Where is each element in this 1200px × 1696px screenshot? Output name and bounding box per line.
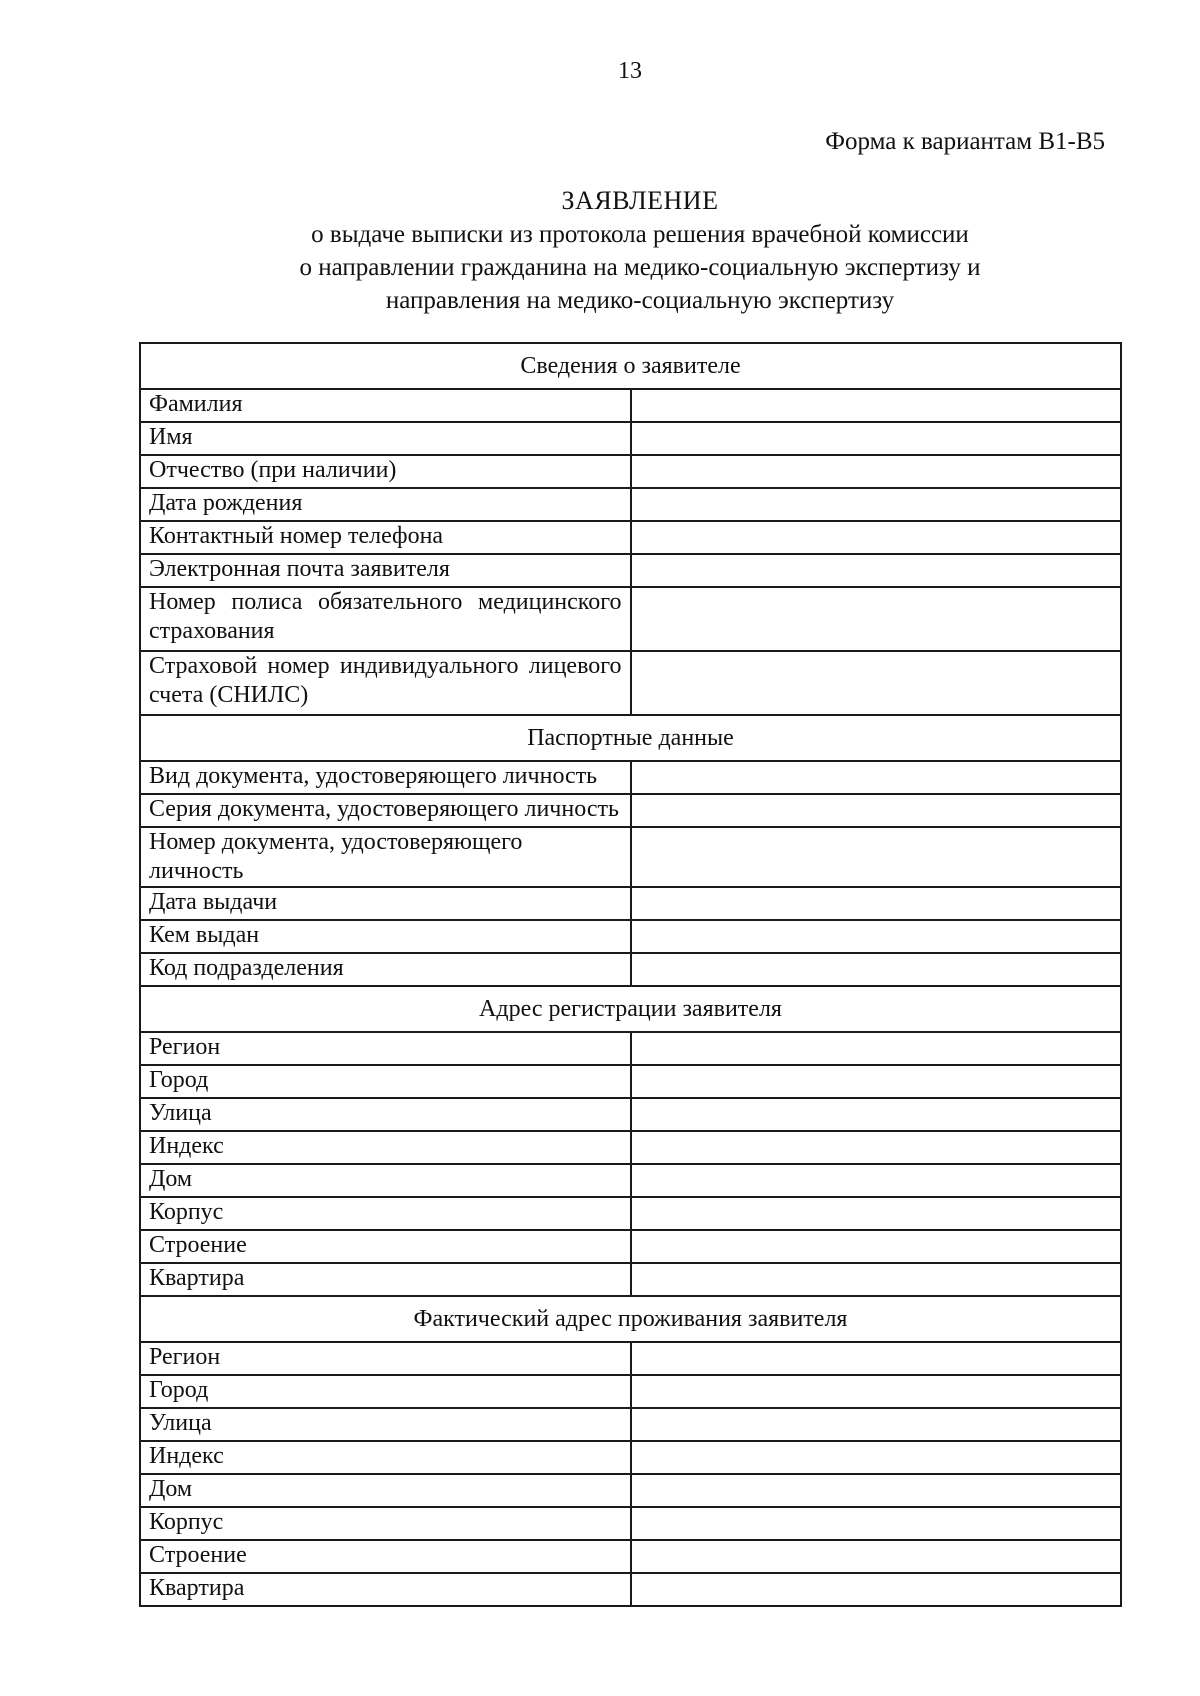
form-field-row bbox=[140, 794, 1121, 827]
field-value-cell[interactable] bbox=[631, 1164, 1122, 1197]
subtitle-line: о направлении гражданина на медико-социальную экспертизу и bbox=[299, 254, 981, 281]
field-value-cell[interactable] bbox=[631, 1573, 1122, 1606]
section-title: Сведения о заявителе bbox=[140, 343, 1121, 389]
section-title: Фактический адрес проживания заявителя bbox=[140, 1296, 1121, 1342]
section-header-row bbox=[140, 986, 1121, 1032]
section-title: Паспортные данные bbox=[140, 715, 1121, 761]
field-value-cell[interactable] bbox=[631, 1197, 1122, 1230]
field-label: Серия документа, удостоверяющего личность bbox=[140, 794, 631, 827]
field-value-cell[interactable] bbox=[631, 488, 1122, 521]
form-field-row bbox=[140, 1441, 1121, 1474]
form-field-row bbox=[140, 554, 1121, 587]
form-field-row bbox=[140, 1032, 1121, 1065]
form-field-row bbox=[140, 1375, 1121, 1408]
form-field-row bbox=[140, 1540, 1121, 1573]
document-heading bbox=[140, 184, 1140, 317]
section-header-row bbox=[140, 343, 1121, 389]
field-value-cell[interactable] bbox=[631, 1131, 1122, 1164]
form-field-row bbox=[140, 1065, 1121, 1098]
field-label: Город bbox=[140, 1065, 631, 1098]
field-label: Корпус bbox=[140, 1507, 631, 1540]
field-label: Индекс bbox=[140, 1441, 631, 1474]
field-value-cell[interactable] bbox=[631, 1032, 1122, 1065]
field-label: Дата выдачи bbox=[140, 887, 631, 920]
field-label: Строение bbox=[140, 1540, 631, 1573]
application-form-table bbox=[139, 342, 1122, 1607]
form-field-row bbox=[140, 1197, 1121, 1230]
form-field-row bbox=[140, 1131, 1121, 1164]
section-title: Адрес регистрации заявителя bbox=[140, 986, 1121, 1032]
field-value-cell[interactable] bbox=[631, 651, 1122, 715]
field-label: Регион bbox=[140, 1032, 631, 1065]
field-value-cell[interactable] bbox=[631, 587, 1122, 651]
form-field-row bbox=[140, 587, 1121, 651]
field-label: Номер полиса обязательного медицинского страхования bbox=[140, 587, 631, 651]
field-label: Номер документа, удостоверяющего личность bbox=[140, 827, 631, 887]
field-value-cell[interactable] bbox=[631, 389, 1122, 422]
form-field-row bbox=[140, 1342, 1121, 1375]
field-value-cell[interactable] bbox=[631, 521, 1122, 554]
field-value-cell[interactable] bbox=[631, 554, 1122, 587]
subtitle-line: направления на медико-социальную экспертизу bbox=[385, 287, 895, 314]
field-value-cell[interactable] bbox=[631, 1375, 1122, 1408]
section-header-row bbox=[140, 1296, 1121, 1342]
form-field-row bbox=[140, 1573, 1121, 1606]
field-label: Строение bbox=[140, 1230, 631, 1263]
form-field-row bbox=[140, 1474, 1121, 1507]
field-label: Квартира bbox=[140, 1573, 631, 1606]
field-label: Электронная почта заявителя bbox=[140, 554, 631, 587]
form-field-row bbox=[140, 887, 1121, 920]
field-value-cell[interactable] bbox=[631, 1263, 1122, 1296]
form-table-body bbox=[140, 343, 1121, 1606]
form-field-row bbox=[140, 1164, 1121, 1197]
form-field-row bbox=[140, 1098, 1121, 1131]
form-field-row bbox=[140, 521, 1121, 554]
form-field-row bbox=[140, 1230, 1121, 1263]
field-label: Имя bbox=[140, 422, 631, 455]
form-field-row bbox=[140, 827, 1121, 887]
section-header-row bbox=[140, 715, 1121, 761]
field-label: Улица bbox=[140, 1408, 631, 1441]
page-number: 13 bbox=[618, 58, 642, 84]
field-label: Улица bbox=[140, 1098, 631, 1131]
form-field-row bbox=[140, 1408, 1121, 1441]
form-field-row bbox=[140, 761, 1121, 794]
field-value-cell[interactable] bbox=[631, 920, 1122, 953]
field-value-cell[interactable] bbox=[631, 1342, 1122, 1375]
form-field-row bbox=[140, 651, 1121, 715]
form-field-row bbox=[140, 422, 1121, 455]
field-label: Квартира bbox=[140, 1263, 631, 1296]
field-label: Фамилия bbox=[140, 389, 631, 422]
field-value-cell[interactable] bbox=[631, 1507, 1122, 1540]
field-label: Корпус bbox=[140, 1197, 631, 1230]
field-value-cell[interactable] bbox=[631, 1540, 1122, 1573]
field-label: Индекс bbox=[140, 1131, 631, 1164]
field-value-cell[interactable] bbox=[631, 1098, 1122, 1131]
field-label: Город bbox=[140, 1375, 631, 1408]
field-label: Регион bbox=[140, 1342, 631, 1375]
form-field-row bbox=[140, 488, 1121, 521]
field-value-cell[interactable] bbox=[631, 887, 1122, 920]
field-value-cell[interactable] bbox=[631, 1065, 1122, 1098]
field-label: Дата рождения bbox=[140, 488, 631, 521]
field-value-cell[interactable] bbox=[631, 455, 1122, 488]
field-value-cell[interactable] bbox=[631, 422, 1122, 455]
form-field-row bbox=[140, 1263, 1121, 1296]
field-value-cell[interactable] bbox=[631, 1474, 1122, 1507]
field-label: Вид документа, удостоверяющего личность bbox=[140, 761, 631, 794]
form-field-row bbox=[140, 1507, 1121, 1540]
form-field-row bbox=[140, 953, 1121, 986]
field-label: Дом bbox=[140, 1474, 631, 1507]
form-field-row bbox=[140, 920, 1121, 953]
field-value-cell[interactable] bbox=[631, 794, 1122, 827]
field-label: Кем выдан bbox=[140, 920, 631, 953]
form-field-row bbox=[140, 455, 1121, 488]
field-label: Отчество (при наличии) bbox=[140, 455, 631, 488]
field-value-cell[interactable] bbox=[631, 761, 1122, 794]
field-label: Страховой номер индивидуального лицевого счета (СНИЛС) bbox=[140, 651, 631, 715]
field-value-cell[interactable] bbox=[631, 1230, 1122, 1263]
field-label: Дом bbox=[140, 1164, 631, 1197]
field-value-cell[interactable] bbox=[631, 1441, 1122, 1474]
field-value-cell[interactable] bbox=[631, 1408, 1122, 1441]
document-subtitle bbox=[140, 218, 1140, 317]
field-label: Код подразделения bbox=[140, 953, 631, 986]
field-label: Контактный номер телефона bbox=[140, 521, 631, 554]
document-title: ЗАЯВЛЕНИЕ bbox=[561, 186, 719, 215]
form-variant-label: Форма к вариантам В1-В5 bbox=[825, 128, 1105, 155]
field-value-cell[interactable] bbox=[631, 827, 1122, 887]
form-field-row bbox=[140, 389, 1121, 422]
subtitle-line: о выдаче выписки из протокола решения врачебной комиссии bbox=[311, 221, 969, 248]
field-value-cell[interactable] bbox=[631, 953, 1122, 986]
